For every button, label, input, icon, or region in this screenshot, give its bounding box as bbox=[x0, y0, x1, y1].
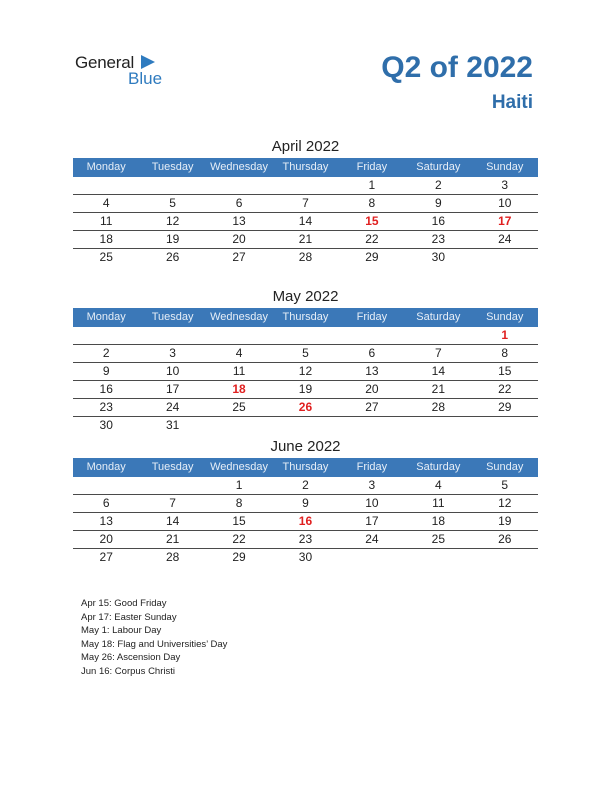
week-row bbox=[73, 381, 538, 399]
day-cell: 3 bbox=[169, 346, 176, 360]
day-cell: 13 bbox=[365, 364, 379, 378]
weekday-label: Monday bbox=[86, 461, 126, 473]
day-cell: 24 bbox=[365, 532, 379, 546]
day-cell: 15 bbox=[498, 364, 512, 378]
day-cell: 10 bbox=[498, 196, 512, 210]
day-cell bbox=[405, 417, 471, 434]
day-cell: 14 bbox=[431, 364, 445, 378]
week-row bbox=[73, 177, 538, 195]
logo-word-blue: Blue bbox=[128, 69, 163, 88]
month-title: June 2022 bbox=[270, 438, 341, 455]
day-cell: 28 bbox=[165, 550, 180, 564]
day-cell: 27 bbox=[99, 550, 113, 564]
weekday-header bbox=[73, 458, 538, 477]
day-cell: 30 bbox=[298, 550, 313, 564]
month-calendar-june bbox=[73, 436, 538, 566]
day-cell: 4 bbox=[102, 196, 110, 210]
day-cell: 28 bbox=[298, 250, 313, 264]
day-cell: 25 bbox=[431, 532, 445, 546]
week-row bbox=[73, 399, 538, 417]
holiday-day-cell: 26 bbox=[298, 400, 313, 414]
day-cell: 5 bbox=[501, 478, 509, 492]
weekday-label: Friday bbox=[356, 311, 388, 323]
day-cell: 5 bbox=[169, 196, 176, 210]
day-cell: 3 bbox=[368, 478, 376, 492]
day-cell: 3 bbox=[501, 178, 509, 192]
day-cell: 12 bbox=[165, 214, 180, 228]
month-title: May 2022 bbox=[272, 288, 339, 305]
weekday-label: Thursday bbox=[282, 461, 329, 473]
weekday-label: Sunday bbox=[486, 461, 524, 473]
week-row bbox=[73, 417, 538, 434]
day-cell: 11 bbox=[99, 214, 113, 228]
day-cell: 21 bbox=[298, 232, 313, 246]
month-title: April 2022 bbox=[271, 138, 340, 155]
day-cell bbox=[206, 177, 272, 194]
weekday-label: Tuesday bbox=[151, 461, 194, 473]
logo-word-general: General bbox=[75, 53, 135, 72]
day-cell bbox=[139, 177, 205, 194]
day-cell: 8 bbox=[501, 346, 509, 360]
logo-flag-icon bbox=[141, 55, 155, 69]
weekday-label: Tuesday bbox=[151, 161, 194, 173]
day-cell: 27 bbox=[232, 250, 246, 264]
weekday-header bbox=[73, 308, 538, 327]
day-cell: 4 bbox=[434, 478, 442, 492]
day-cell: 11 bbox=[432, 496, 445, 510]
day-cell: 28 bbox=[431, 400, 445, 414]
day-cell: 19 bbox=[165, 232, 180, 246]
weekday-label: Sunday bbox=[486, 311, 524, 323]
day-cell: 12 bbox=[498, 496, 512, 510]
day-cell: 17 bbox=[365, 514, 379, 528]
week-row bbox=[73, 345, 538, 363]
day-cell: 18 bbox=[99, 232, 113, 246]
day-cell: 20 bbox=[99, 532, 113, 546]
day-cell bbox=[272, 177, 338, 194]
holiday-notes bbox=[81, 597, 227, 678]
week-row bbox=[73, 549, 538, 566]
page-title: Q2 of 2022 bbox=[381, 51, 533, 84]
day-cell: 12 bbox=[298, 364, 313, 378]
day-cell bbox=[139, 327, 205, 344]
weekday-label: Saturday bbox=[416, 161, 461, 173]
day-cell bbox=[73, 177, 139, 194]
holiday-note: Apr 17: Easter Sunday bbox=[81, 611, 177, 623]
day-cell: 14 bbox=[165, 514, 180, 528]
day-cell: 13 bbox=[232, 214, 246, 228]
day-cell: 27 bbox=[365, 400, 379, 414]
holiday-day-cell: 1 bbox=[501, 328, 509, 342]
day-cell bbox=[405, 549, 471, 566]
weekday-label: Thursday bbox=[282, 161, 329, 173]
week-row bbox=[73, 531, 538, 549]
day-cell: 20 bbox=[232, 232, 246, 246]
weekday-label: Wednesday bbox=[210, 161, 268, 173]
day-cell bbox=[272, 417, 338, 434]
month-calendar-april bbox=[73, 136, 538, 266]
day-cell: 2 bbox=[302, 478, 309, 492]
weekday-label: Saturday bbox=[416, 311, 461, 323]
day-cell: 10 bbox=[165, 364, 180, 378]
day-cell: 25 bbox=[99, 250, 113, 264]
day-cell bbox=[206, 327, 272, 344]
weekday-label: Friday bbox=[356, 161, 388, 173]
day-cell bbox=[272, 327, 338, 344]
week-row bbox=[73, 477, 538, 495]
day-cell: 7 bbox=[434, 346, 442, 360]
day-cell: 29 bbox=[232, 550, 246, 564]
week-row bbox=[73, 327, 538, 345]
day-cell: 18 bbox=[431, 514, 445, 528]
day-cell: 8 bbox=[235, 496, 243, 510]
holiday-day-cell: 16 bbox=[298, 514, 313, 528]
week-row bbox=[73, 513, 538, 531]
day-cell: 10 bbox=[365, 496, 379, 510]
holiday-day-cell: 15 bbox=[365, 214, 379, 228]
week-row bbox=[73, 363, 538, 381]
day-cell: 30 bbox=[99, 418, 113, 432]
day-cell: 16 bbox=[431, 214, 445, 228]
weekday-header bbox=[73, 158, 538, 177]
day-cell: 11 bbox=[232, 364, 246, 378]
holiday-note: Apr 15: Good Friday bbox=[81, 598, 167, 609]
day-cell: 7 bbox=[302, 196, 309, 210]
logo bbox=[75, 53, 175, 87]
week-row bbox=[73, 249, 538, 266]
day-cell: 7 bbox=[169, 496, 176, 510]
holiday-note: Jun 16: Corpus Christi bbox=[81, 665, 175, 677]
day-cell bbox=[339, 549, 405, 566]
day-cell: 2 bbox=[434, 178, 442, 192]
day-cell: 24 bbox=[165, 400, 180, 414]
weekday-label: Tuesday bbox=[151, 311, 194, 323]
day-cell bbox=[73, 477, 139, 494]
day-cell: 6 bbox=[102, 496, 110, 510]
day-cell: 21 bbox=[431, 382, 445, 396]
day-cell: 22 bbox=[365, 232, 379, 246]
weekday-label: Wednesday bbox=[210, 311, 268, 323]
day-cell bbox=[206, 417, 272, 434]
day-cell: 19 bbox=[498, 514, 512, 528]
day-cell: 13 bbox=[99, 514, 113, 528]
day-cell: 24 bbox=[498, 232, 512, 246]
day-cell: 23 bbox=[298, 532, 313, 546]
day-cell: 1 bbox=[235, 478, 243, 492]
country-name: Haiti bbox=[491, 92, 533, 113]
weekday-label: Wednesday bbox=[210, 461, 268, 473]
day-cell: 23 bbox=[99, 400, 113, 414]
day-cell bbox=[73, 327, 139, 344]
day-cell: 20 bbox=[365, 382, 379, 396]
week-row bbox=[73, 213, 538, 231]
day-cell bbox=[339, 327, 405, 344]
day-cell: 22 bbox=[498, 382, 512, 396]
week-row bbox=[73, 495, 538, 513]
day-cell: 29 bbox=[365, 250, 379, 264]
day-cell bbox=[405, 327, 471, 344]
weekday-label: Monday bbox=[86, 161, 126, 173]
weekday-label: Monday bbox=[86, 311, 126, 323]
day-cell: 2 bbox=[102, 346, 110, 360]
day-cell bbox=[472, 417, 538, 434]
day-cell: 19 bbox=[298, 382, 313, 396]
day-cell: 26 bbox=[498, 532, 512, 546]
day-cell: 9 bbox=[102, 364, 110, 378]
weekday-label: Saturday bbox=[416, 461, 461, 473]
day-cell: 9 bbox=[302, 496, 309, 510]
day-cell: 14 bbox=[298, 214, 313, 228]
day-cell: 9 bbox=[434, 196, 442, 210]
day-cell: 15 bbox=[232, 514, 246, 528]
day-cell bbox=[472, 249, 538, 266]
holiday-note: May 18: Flag and Universities’ Day bbox=[81, 638, 228, 650]
weekday-label: Thursday bbox=[282, 311, 329, 323]
day-cell: 16 bbox=[99, 382, 113, 396]
day-cell: 5 bbox=[302, 346, 309, 360]
holiday-day-cell: 18 bbox=[232, 382, 246, 396]
day-cell: 21 bbox=[165, 532, 180, 546]
day-cell: 26 bbox=[165, 250, 180, 264]
day-cell: 25 bbox=[232, 400, 246, 414]
holiday-note: May 1: Labour Day bbox=[81, 625, 162, 636]
day-cell: 6 bbox=[368, 346, 376, 360]
day-cell: 23 bbox=[431, 232, 445, 246]
week-row bbox=[73, 231, 538, 249]
day-cell: 1 bbox=[368, 178, 376, 192]
day-cell: 22 bbox=[232, 532, 246, 546]
day-cell: 6 bbox=[235, 196, 243, 210]
day-cell bbox=[139, 477, 205, 494]
day-cell bbox=[472, 549, 538, 566]
holiday-note: May 26: Ascension Day bbox=[81, 652, 181, 663]
holiday-day-cell: 17 bbox=[498, 214, 512, 228]
weekday-label: Friday bbox=[356, 461, 388, 473]
day-cell: 4 bbox=[235, 346, 243, 360]
week-row bbox=[73, 195, 538, 213]
day-cell: 17 bbox=[165, 382, 180, 396]
day-cell: 31 bbox=[165, 418, 180, 432]
day-cell: 29 bbox=[498, 400, 512, 414]
day-cell bbox=[339, 417, 405, 434]
day-cell: 30 bbox=[431, 250, 445, 264]
day-cell: 8 bbox=[368, 196, 376, 210]
weekday-label: Sunday bbox=[486, 161, 524, 173]
month-calendar-may bbox=[73, 286, 538, 434]
